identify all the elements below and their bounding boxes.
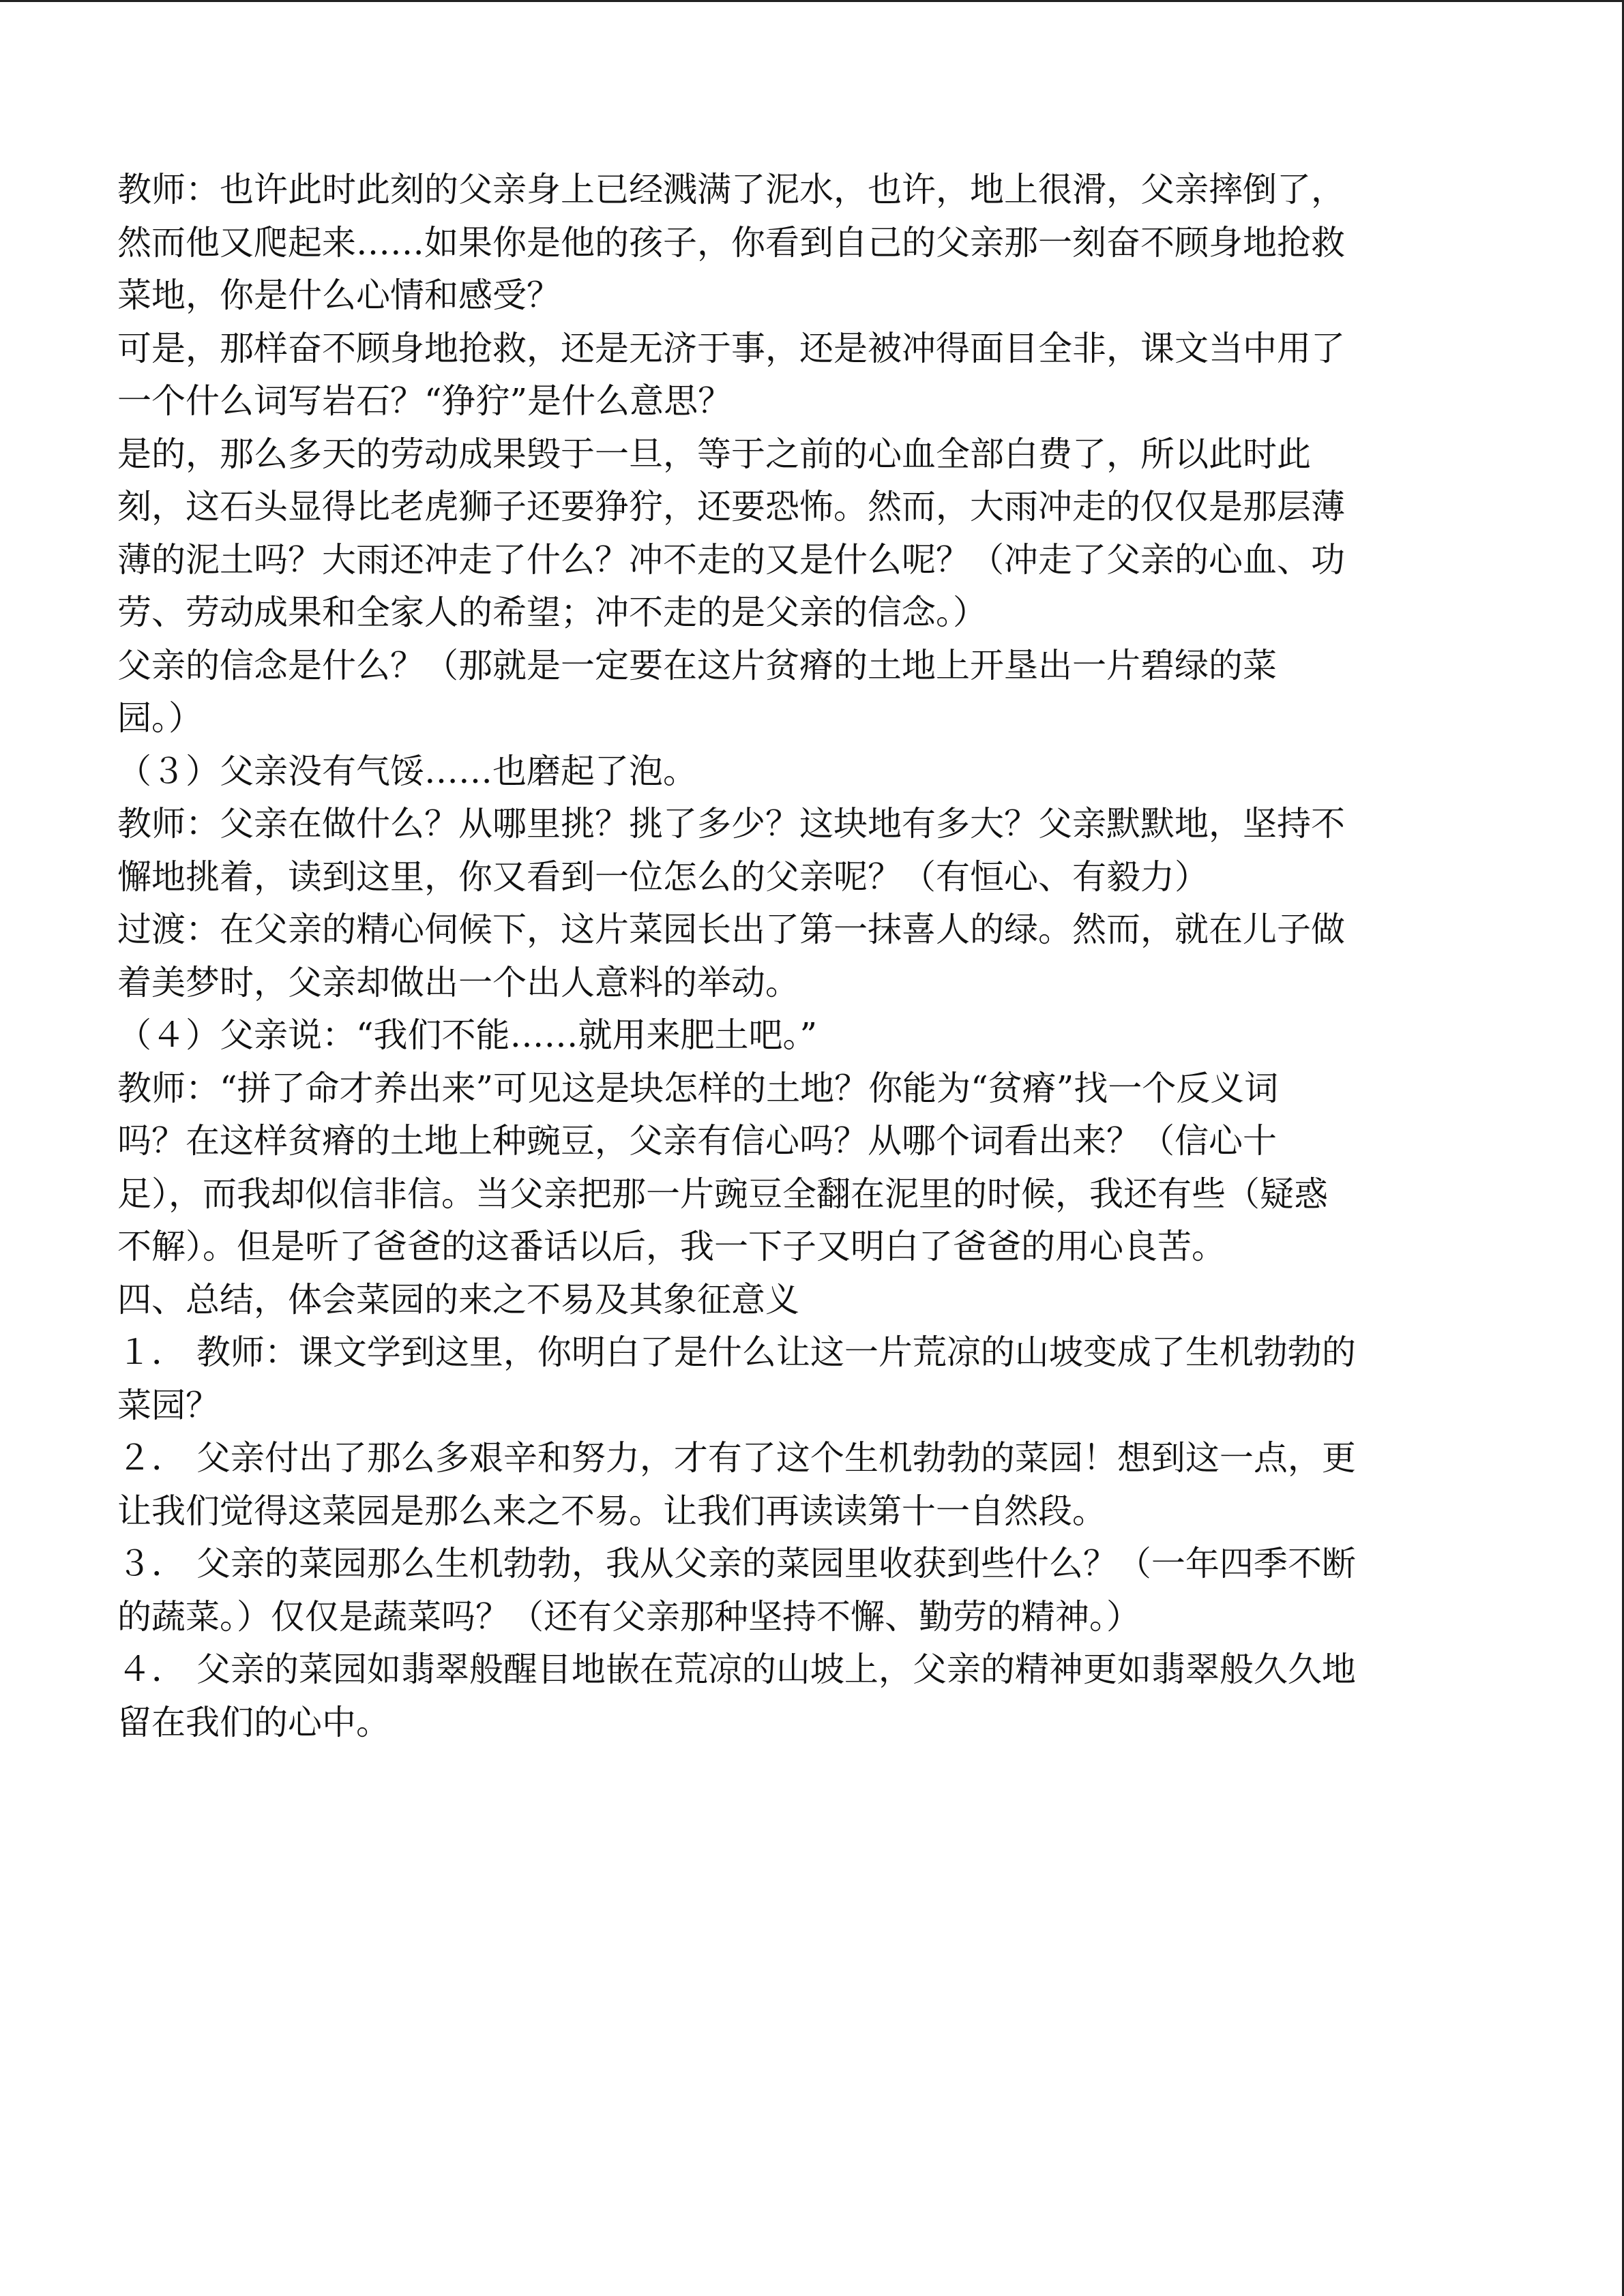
text-line: 吗？在这样贫瘠的土地上种豌豆，父亲有信心吗？从哪个词看出来？（信心十 — [117, 1121, 1277, 1161]
text-line: 一个什么词写岩石？“狰狞”是什么意思？ — [117, 381, 733, 421]
text-line: 懈地挑着，读到这里，你又看到一位怎么的父亲呢？（有恒心、有毅力） — [117, 856, 1209, 897]
list-item: ２． 父亲付出了那么多艰辛和努力，才有了这个生机勃勃的菜园！想到这一点，更 — [117, 1438, 1356, 1478]
text-line: 菜园？ — [117, 1385, 220, 1425]
text-line: 是的，那么多天的劳动成果毁于一旦，等于之前的心血全部白费了，所以此时此 — [117, 434, 1311, 474]
list-item: １． 教师：课文学到这里，你明白了是什么让这一片荒凉的山坡变成了生机勃勃的 — [117, 1332, 1356, 1372]
list-item: ４． 父亲的菜园如翡翠般醒目地嵌在荒凉的山坡上，父亲的精神更如翡翠般久久地 — [117, 1650, 1356, 1689]
page-border-top — [0, 0, 1624, 2]
text-line: 园。） — [117, 698, 203, 738]
text-line: （３）父亲没有气馁……也磨起了泡。 — [117, 751, 697, 791]
text-line: 留在我们的心中。 — [117, 1702, 390, 1742]
text-line: 可是，那样奋不顾身地抢救，还是无济于事，还是被冲得面目全非，课文当中用了 — [117, 328, 1345, 368]
text-line: 然而他又爬起来……如果你是他的孩子，你看到自己的父亲那一刻奋不顾身地抢救 — [117, 222, 1345, 263]
text-line: 让我们觉得这菜园是那么来之不易。让我们再读读第十一自然段。 — [117, 1491, 1106, 1531]
text-line: 不解）。但是听了爸爸的这番话以后，我一下子又明白了爸爸的用心良苦。 — [117, 1227, 1226, 1266]
text-line: 教师：“拼了命才养出来”可见这是块怎样的土地？你能为“贫瘠”找一个反义词 — [117, 1068, 1279, 1108]
text-line: 菜地，你是什么心情和感受？ — [117, 275, 561, 315]
list-item: ３． 父亲的菜园那么生机勃勃，我从父亲的菜园里收获到些什么？（一年四季不断 — [117, 1544, 1356, 1583]
text-line: （４）父亲说：“我们不能……就用来肥土吧。” — [117, 1015, 818, 1055]
text-line: 着美梦时，父亲却做出一个出人意料的举动。 — [117, 962, 799, 1002]
text-line: 薄的泥土吗？大雨还冲走了什么？冲不走的又是什么呢？（冲走了父亲的心血、功 — [117, 539, 1345, 580]
text-line: 过渡：在父亲的精心伺候下，这片菜园长出了第一抹喜人的绿。然而，就在儿子做 — [117, 910, 1345, 949]
text-line: 足），而我却似信非信。当父亲把那一片豌豆全翻在泥里的时候，我还有些（疑惑 — [117, 1174, 1328, 1214]
text-line: 教师：父亲在做什么？从哪里挑？挑了多少？这块地有多大？父亲默默地，坚持不 — [117, 804, 1345, 844]
document-body — [117, 164, 1509, 1749]
text-line: 父亲的信念是什么？（那就是一定要在这片贫瘠的土地上开垦出一片碧绿的菜 — [117, 645, 1277, 685]
section-heading: 四、总结，体会菜园的来之不易及其象征意义 — [117, 1279, 799, 1320]
text-line: 刻，这石头显得比老虎狮子还要狰狞，还要恐怖。然而，大雨冲走的仅仅是那层薄 — [117, 487, 1345, 526]
text-line: 教师：也许此时此刻的父亲身上已经溅满了泥水，也许，地上很滑，父亲摔倒了， — [117, 170, 1345, 209]
text-line: 的蔬菜。）仅仅是蔬菜吗？（还有父亲那种坚持不懈、勤劳的精神。） — [117, 1596, 1140, 1637]
text-line: 劳、劳动成果和全家人的希望；冲不走的是父亲的信念。） — [117, 593, 987, 632]
